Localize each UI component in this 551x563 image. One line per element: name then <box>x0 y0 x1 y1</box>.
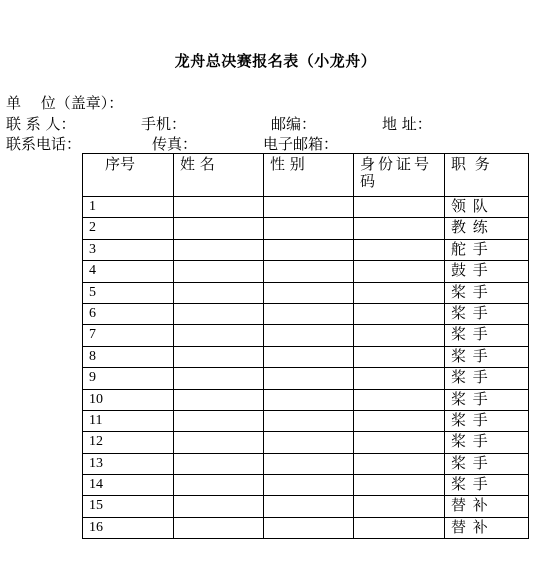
cell-role: 鼓 手 <box>445 261 529 282</box>
table-row <box>83 496 529 517</box>
cell-number: 1 <box>83 197 174 218</box>
cell-id-number[interactable] <box>354 218 445 239</box>
cell-number: 5 <box>83 282 174 303</box>
table-row <box>83 218 529 239</box>
cell-gender[interactable] <box>264 432 354 453</box>
cell-id-number[interactable] <box>354 346 445 367</box>
cell-name[interactable] <box>174 303 264 324</box>
unit-label: 单 位（盖章）： <box>6 94 124 112</box>
table-row <box>83 389 529 410</box>
cell-name[interactable] <box>174 282 264 303</box>
table-row <box>83 282 529 303</box>
registration-table <box>82 153 529 539</box>
cell-number: 6 <box>83 303 174 324</box>
header-gender: 性 别 <box>264 154 354 197</box>
cell-role: 桨 手 <box>445 432 529 453</box>
cell-role: 领 队 <box>445 197 529 218</box>
cell-gender[interactable] <box>264 453 354 474</box>
cell-id-number[interactable] <box>354 368 445 389</box>
cell-id-number[interactable] <box>354 239 445 260</box>
cell-id-number[interactable] <box>354 325 445 346</box>
cell-gender[interactable] <box>264 282 354 303</box>
cell-gender[interactable] <box>264 239 354 260</box>
cell-id-number[interactable] <box>354 389 445 410</box>
header-number: 序号 <box>83 154 174 197</box>
table-row <box>83 303 529 324</box>
header-role: 职 务 <box>445 154 529 197</box>
cell-number: 2 <box>83 218 174 239</box>
cell-id-number[interactable] <box>354 303 445 324</box>
address-label: 地 址： <box>382 115 432 133</box>
table-row <box>83 261 529 282</box>
cell-role: 桨 手 <box>445 410 529 431</box>
cell-name[interactable] <box>174 239 264 260</box>
cell-id-number[interactable] <box>354 453 445 474</box>
cell-name[interactable] <box>174 325 264 346</box>
cell-gender[interactable] <box>264 261 354 282</box>
cell-name[interactable] <box>174 261 264 282</box>
header-name: 姓 名 <box>174 154 264 197</box>
table-row <box>83 368 529 389</box>
cell-gender[interactable] <box>264 303 354 324</box>
table-row <box>83 346 529 367</box>
cell-role: 桨 手 <box>445 282 529 303</box>
cell-number: 16 <box>83 517 174 538</box>
cell-name[interactable] <box>174 197 264 218</box>
cell-name[interactable] <box>174 368 264 389</box>
cell-id-number[interactable] <box>354 282 445 303</box>
cell-name[interactable] <box>174 432 264 453</box>
cell-id-number[interactable] <box>354 517 445 538</box>
cell-role: 桨 手 <box>445 368 529 389</box>
cell-number: 9 <box>83 368 174 389</box>
cell-number: 15 <box>83 496 174 517</box>
cell-number: 10 <box>83 389 174 410</box>
cell-role: 桨 手 <box>445 475 529 496</box>
cell-role: 桨 手 <box>445 303 529 324</box>
table-row <box>83 325 529 346</box>
cell-role: 舵 手 <box>445 239 529 260</box>
cell-id-number[interactable] <box>354 496 445 517</box>
cell-name[interactable] <box>174 453 264 474</box>
cell-gender[interactable] <box>264 475 354 496</box>
cell-name[interactable] <box>174 496 264 517</box>
cell-role: 替 补 <box>445 496 529 517</box>
table-row <box>83 432 529 453</box>
cell-gender[interactable] <box>264 346 354 367</box>
cell-id-number[interactable] <box>354 475 445 496</box>
cell-role: 桨 手 <box>445 453 529 474</box>
cell-number: 13 <box>83 453 174 474</box>
table-row <box>83 410 529 431</box>
fax-label: 传真： <box>152 135 198 153</box>
cell-gender[interactable] <box>264 410 354 431</box>
table-row <box>83 453 529 474</box>
phone-label: 联系电话： <box>6 135 82 153</box>
cell-role: 桨 手 <box>445 389 529 410</box>
table-header-row <box>83 154 529 197</box>
mobile-label: 手机： <box>141 115 187 133</box>
cell-gender[interactable] <box>264 389 354 410</box>
cell-id-number[interactable] <box>354 410 445 431</box>
cell-number: 4 <box>83 261 174 282</box>
cell-role: 桨 手 <box>445 346 529 367</box>
table-row <box>83 239 529 260</box>
cell-name[interactable] <box>174 389 264 410</box>
table-row <box>83 517 529 538</box>
cell-id-number[interactable] <box>354 197 445 218</box>
cell-gender[interactable] <box>264 325 354 346</box>
cell-number: 7 <box>83 325 174 346</box>
email-label: 电子邮箱： <box>263 135 339 153</box>
table-row <box>83 475 529 496</box>
cell-name[interactable] <box>174 346 264 367</box>
cell-role: 教 练 <box>445 218 529 239</box>
cell-number: 3 <box>83 239 174 260</box>
postcode-label: 邮编： <box>271 115 317 133</box>
cell-gender[interactable] <box>264 197 354 218</box>
table-row <box>83 197 529 218</box>
cell-number: 14 <box>83 475 174 496</box>
cell-number: 8 <box>83 346 174 367</box>
cell-gender[interactable] <box>264 368 354 389</box>
form-title: 龙舟总决赛报名表（小龙舟） <box>174 52 377 70</box>
contact-label: 联 系 人： <box>6 115 76 133</box>
cell-gender[interactable] <box>264 496 354 517</box>
cell-role: 替 补 <box>445 517 529 538</box>
cell-number: 12 <box>83 432 174 453</box>
header-id-number: 身份证号码 <box>354 154 445 197</box>
cell-gender[interactable] <box>264 517 354 538</box>
cell-role: 桨 手 <box>445 325 529 346</box>
cell-gender[interactable] <box>264 218 354 239</box>
cell-number: 11 <box>83 410 174 431</box>
cell-name[interactable] <box>174 218 264 239</box>
cell-id-number[interactable] <box>354 261 445 282</box>
cell-name[interactable] <box>174 410 264 431</box>
cell-name[interactable] <box>174 517 264 538</box>
cell-id-number[interactable] <box>354 432 445 453</box>
cell-name[interactable] <box>174 475 264 496</box>
